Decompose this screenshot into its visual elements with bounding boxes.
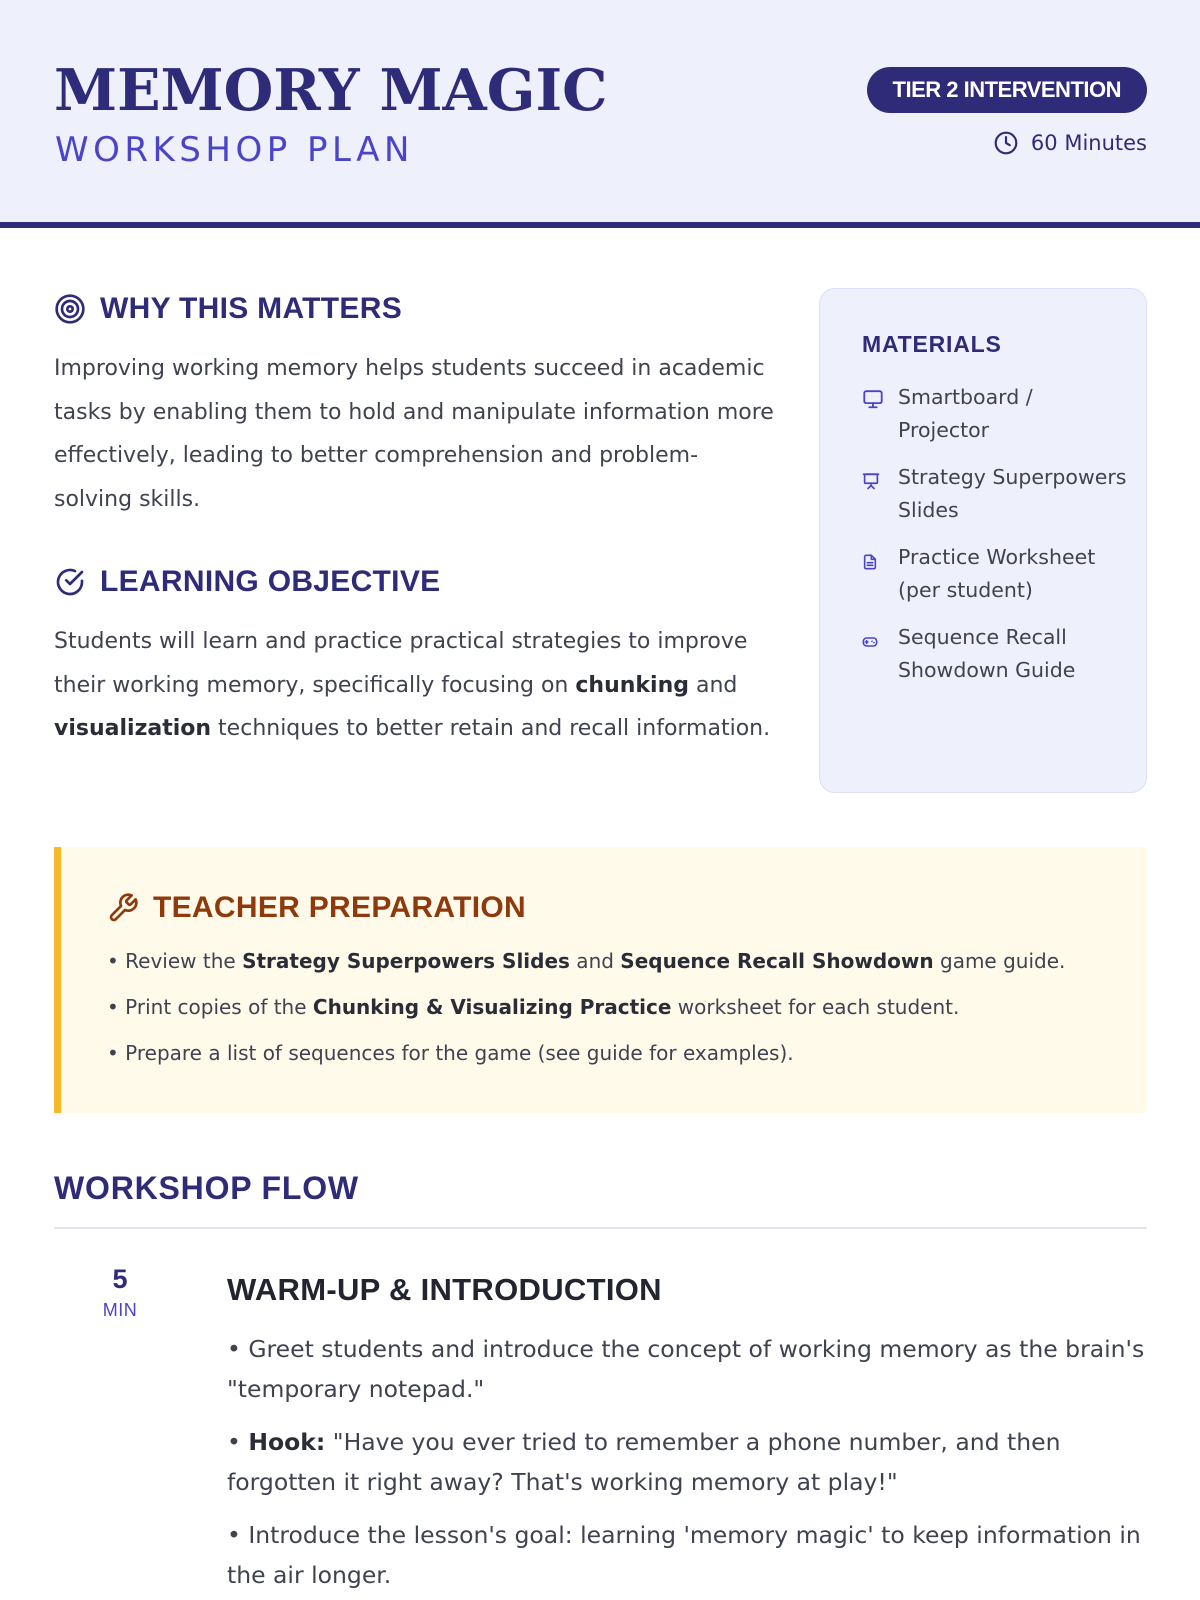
material-label: Practice Worksheet (per student) [898, 545, 1096, 602]
prep-text: worksheet for each student. [671, 995, 960, 1019]
step-title: WARM-UP & INTRODUCTION [227, 1272, 662, 1307]
objective-text [54, 620, 774, 751]
material-item [862, 541, 1128, 607]
prep-text: • Prepare a list of sequences for the game (see guide for examples). [107, 1041, 794, 1065]
gamepad-icon [862, 634, 878, 650]
wrench-icon [107, 892, 139, 924]
material-item [862, 381, 1128, 447]
step-bold: Hook: [248, 1428, 326, 1456]
tier-badge: TIER 2 INTERVENTION [867, 67, 1147, 113]
page-subtitle: WORKSHOP PLAN [55, 130, 414, 170]
why-heading-text: WHY THIS MATTERS [100, 292, 403, 325]
workshop-flow-heading: WORKSHOP FLOW [54, 1170, 359, 1206]
divider [54, 1227, 1147, 1229]
check-circle-icon [54, 566, 86, 598]
step-text: "Have you ever tried to remember a phone number, and then forgotten it right away? That's working memory at play!" [227, 1428, 1061, 1496]
teacher-preparation-box [54, 847, 1147, 1113]
prep-text: game guide. [933, 949, 1066, 973]
material-label: Sequence Recall Showdown Guide [898, 625, 1076, 682]
objective-bold-visualization: visualization [54, 716, 212, 741]
objective-text-part: and [688, 672, 738, 698]
objective-heading [54, 565, 440, 599]
clock-icon [993, 130, 1019, 156]
duration-label: 60 Minutes [1030, 131, 1147, 155]
objective-text-part: Students will learn and practice practical strategies to improve their working memory, specifically focusing on [54, 629, 748, 698]
duration [993, 126, 1147, 160]
step-item: • Greet students and introduce the concept of working memory as the brain's "temporary notepad." [227, 1335, 1145, 1403]
prep-text: and [569, 949, 621, 973]
prep-heading [107, 891, 526, 925]
prep-bold: Strategy Superpowers Slides [242, 949, 570, 973]
materials-card [819, 288, 1147, 793]
material-label: Strategy Superpowers Slides [898, 465, 1127, 522]
why-heading [54, 292, 402, 326]
step-minutes-unit: MIN [102, 1300, 138, 1320]
prep-text: • Review the [107, 949, 243, 973]
prep-item [107, 949, 1065, 973]
prep-item [107, 1041, 794, 1065]
presentation-icon [862, 472, 880, 490]
objective-heading-text: LEARNING OBJECTIVE [100, 565, 441, 598]
material-item [862, 461, 1128, 527]
monitor-icon [862, 388, 884, 410]
prep-heading-text: TEACHER PREPARATION [153, 891, 526, 924]
prep-bold: Sequence Recall Showdown [620, 949, 934, 973]
objective-text-part: techniques to better retain and recall information. [211, 716, 771, 741]
step-minutes: 5 [112, 1264, 128, 1294]
document-icon [862, 554, 878, 570]
page-header [0, 0, 1200, 228]
materials-heading: MATERIALS [862, 331, 1002, 357]
prep-item [107, 995, 959, 1019]
step-bullet: • [227, 1428, 249, 1456]
step-item [227, 1422, 1157, 1502]
why-text: Improving working memory helps students succeed in academic tasks by enabling them to hold and manipulate information more effectively, leading to better comprehension and problem-solving skills. [54, 356, 774, 512]
step-item: • Introduce the lesson's goal: learning 'memory magic' to keep information in the air longer. [227, 1521, 1141, 1589]
prep-bold: Chunking & Visualizing Practice [312, 995, 672, 1019]
material-label: Smartboard / Projector [898, 385, 1033, 442]
target-icon [54, 293, 86, 325]
objective-bold-chunking: chunking [575, 672, 689, 698]
page-title: MEMORY MAGIC [54, 57, 608, 124]
material-item [862, 621, 1128, 687]
prep-text: • Print copies of the [107, 995, 313, 1019]
